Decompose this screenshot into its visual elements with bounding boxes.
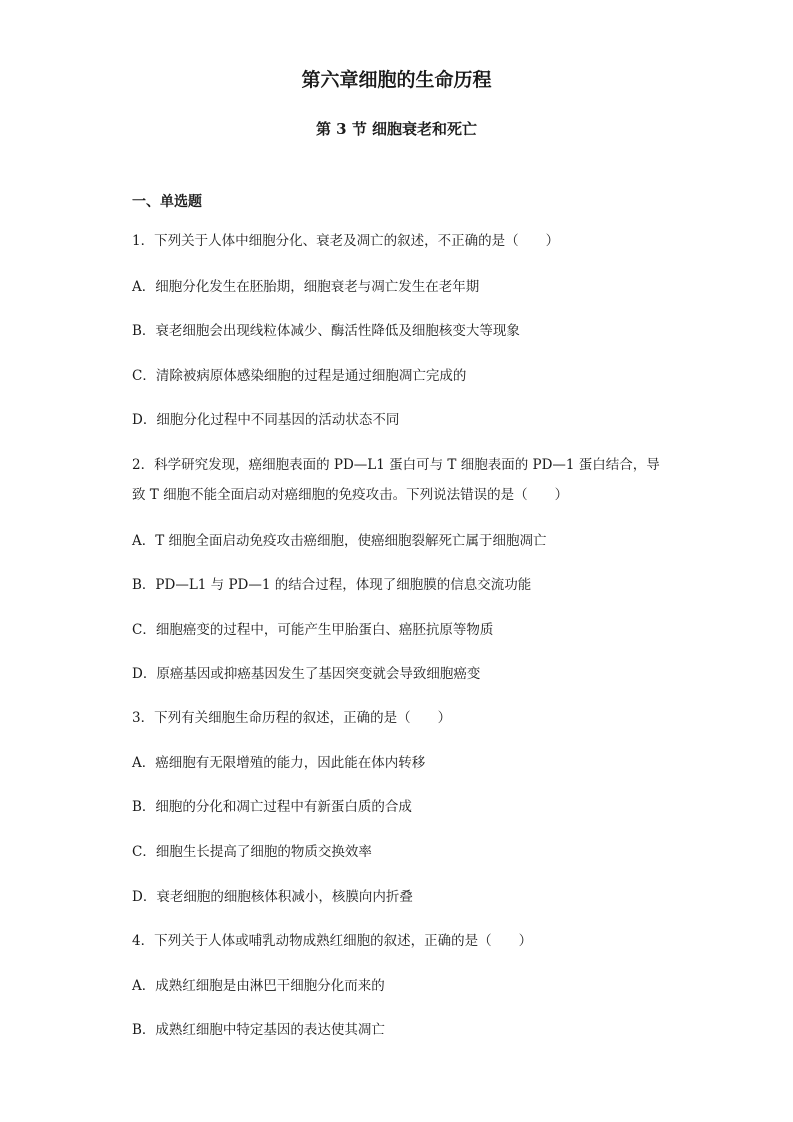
option-c: C．细胞癌变的过程中，可能产生甲胎蛋白、癌胚抗原等物质 (132, 622, 494, 638)
option-d: D．衰老细胞的细胞核体积减小，核膜向内折叠 (132, 889, 413, 905)
chapter-title: 第六章细胞的生命历程 (301, 69, 492, 91)
option-b: B．细胞的分化和凋亡过程中有新蛋白质的合成 (132, 799, 412, 815)
question-stem: 1．下列关于人体中细胞分化、衰老及凋亡的叙述，不正确的是（ ） (132, 233, 560, 249)
option-b: B．衰老细胞会出现线粒体减少、酶活性降低及细胞核变大等现象 (132, 323, 520, 339)
question-stem-continued: 致 T 细胞不能全面启动对癌细胞的免疫攻击。下列说法错误的是（ ） (132, 487, 569, 503)
question-stem: 4．下列关于人体或哺乳动物成熟红细胞的叙述，正确的是（ ） (132, 933, 533, 949)
option-d: D．细胞分化过程中不同基因的活动状态不同 (132, 412, 400, 428)
option-b: B．成熟红细胞中特定基因的表达使其凋亡 (132, 1022, 385, 1038)
question-type-heading: 一、单选题 (132, 194, 202, 210)
option-a: A．T 细胞全面启动免疫攻击癌细胞，使癌细胞裂解死亡属于细胞凋亡 (132, 533, 547, 549)
question-stem: 2．科学研究发现，癌细胞表面的 PD—L1 蛋白可与 T 细胞表面的 PD—1 蛋白结合，导 (132, 457, 660, 473)
question-stem: 3．下列有关细胞生命历程的叙述，正确的是（ ） (132, 710, 452, 726)
option-b: B．PD—L1 与 PD—1 的结合过程，体现了细胞膜的信息交流功能 (132, 577, 532, 593)
option-c: C．细胞生长提高了细胞的物质交换效率 (132, 844, 372, 860)
option-a: A．成熟红细胞是由淋巴干细胞分化而来的 (132, 978, 385, 994)
option-c: C．清除被病原体感染细胞的过程是通过细胞凋亡完成的 (132, 368, 467, 384)
option-a: A．癌细胞有无限增殖的能力，因此能在体内转移 (132, 755, 426, 771)
option-d: D．原癌基因或抑癌基因发生了基因突变就会导致细胞癌变 (132, 666, 481, 682)
section-subtitle: 第 3 节 细胞衰老和死亡 (315, 120, 478, 138)
option-a: A．细胞分化发生在胚胎期，细胞衰老与凋亡发生在老年期 (132, 279, 480, 295)
